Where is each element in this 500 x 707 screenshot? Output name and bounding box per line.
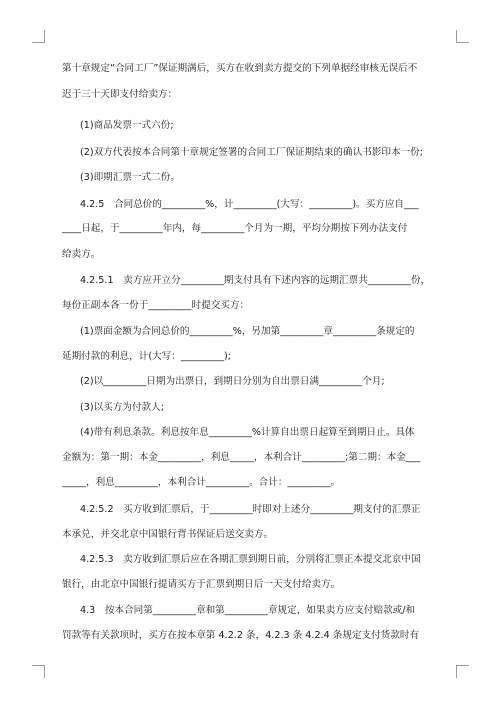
crop-mark-top-right — [456, 30, 469, 43]
text-line: 给卖方。 — [62, 249, 101, 260]
text-line: 每份正副本各一份于_________时提交买方： — [62, 300, 250, 311]
crop-mark-bottom-left — [32, 665, 45, 678]
clause-4-2-5: 4.2.5 合同总价的_________%，计_________(大写：_________)。买方应自___ — [80, 199, 419, 210]
list-item: (3)即期汇票一式二份。 — [80, 172, 180, 183]
list-item: (4)带有利息条款。利息按年息_________%计算自出票日起算至到期日止。具体 — [80, 427, 415, 438]
text-line: 第十章规定“合同工厂”保证期满后，买方在收到卖方提交的下列单据经审核无误后不 — [62, 63, 418, 74]
list-item: (1)票面金额为合同总价的_________%，另加第_________章_________条规定的 — [80, 326, 415, 337]
text-line: 金额为：第一期：本金_________，利息_____，本利合计_________;第二期：本金___ — [62, 452, 421, 463]
crop-mark-top-left — [32, 30, 45, 43]
clause-4-2-5-2: 4.2.5.2 买方收到汇票后，于_________时即对上述分_________期支付的汇票正 — [80, 504, 421, 515]
clause-4-2-5-1: 4.2.5.1 卖方应开立分_________期支付具有下述内容的远期汇票共_________份， — [80, 275, 431, 286]
list-item: (2)以_________日期为出票日，到期日分别为自出票日满_________个月; — [80, 376, 385, 387]
text-line: 银行，由北京中国银行提请买方于汇票到期日后一天支付给卖方。 — [62, 579, 341, 590]
list-item: (2)双方代表按本合同第十章规定签署的合同工厂保证期结束的确认书影印本一份; — [80, 147, 424, 158]
text-line: ____日起，于_________年内，每_________个月为一期，平均分期按下列办法支付 — [62, 223, 408, 234]
list-item: (1)商品发票一式六份; — [80, 120, 174, 131]
text-line: _____，利息_________，本利合计_________。合计：_________。 — [62, 477, 341, 488]
list-item: (3)以买方为付款人; — [80, 402, 164, 413]
crop-mark-bottom-right — [456, 665, 469, 678]
text-line: 迟于三十天即支付给卖方： — [62, 89, 178, 100]
clause-4-3: 4.3 按本合同第_________章和第_________章规定，如果卖方应支付赔款或/和 — [80, 605, 416, 616]
clause-4-2-5-3: 4.2.5.3 卖方收到汇票后应在各期汇票到期日前，分别将汇票正本提交北京中国 — [80, 554, 421, 565]
text-line: 罚款等有关款项时，买方在按本章第 4.2.2 条，4.2.3 条 4.2.4 条规定支付货款时有 — [62, 630, 420, 641]
text-line: 延期付款的利息，计(大写：_________); — [62, 351, 232, 362]
text-line: 本承兑，并交北京中国银行背书保证后送交卖方。 — [62, 529, 274, 540]
